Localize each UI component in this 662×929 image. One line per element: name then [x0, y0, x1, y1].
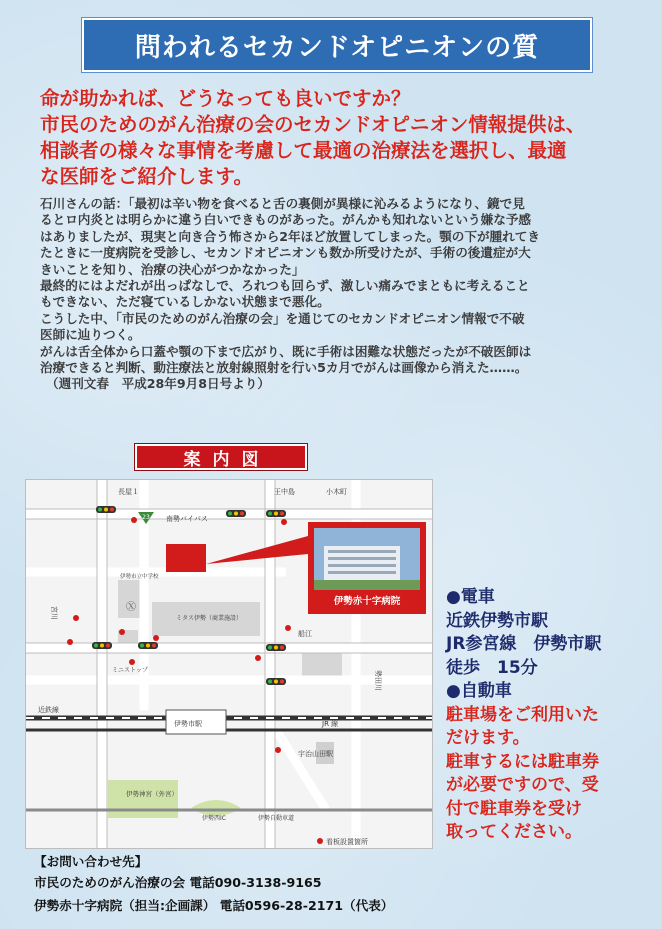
legend-marker-icon	[317, 838, 323, 844]
traffic-light-icon	[96, 506, 116, 513]
car-heading: ●自動車	[446, 681, 512, 701]
headline-line: な医師をご紹介します。	[40, 165, 253, 188]
hospital-name: 伊勢赤十字病院	[333, 596, 401, 607]
body-line: 石川さんの話：「最初は辛い物を食べると舌の裏側が異様に沁みるようになり、鏡で見	[40, 196, 525, 211]
park-area	[108, 780, 178, 818]
page-title-banner	[82, 18, 592, 72]
hospital-marker	[166, 544, 206, 572]
train-line: JR参宮線 伊勢市駅	[446, 634, 602, 654]
headline-line: 市民のためのがん治療の会のセカンドオピニオン情報提供は、	[40, 113, 586, 136]
map-label-geku: 伊勢神宮（外宮）	[126, 790, 178, 798]
map-label-expressway: 伊勢自動車道	[258, 815, 295, 822]
map-label-mall: ミタス伊勢（商業施設）	[176, 615, 243, 622]
map-label-kintetsu: 近鉄線	[38, 706, 59, 714]
body-line: はありましたが、現実と向き合う怖さから2年ほど放置してしまった。顎の下が腫れてき	[40, 228, 540, 244]
car-line: だけます。	[446, 728, 530, 748]
map-label-obata: 小木町	[326, 488, 347, 496]
access-map	[25, 479, 433, 849]
svg-text:23: 23	[142, 514, 150, 521]
body-line: もできない、ただ寝ているしかない状態まで悪化。	[40, 294, 330, 310]
body-line: （週刊文春 平成28年9月8日号より）	[46, 376, 270, 392]
contact-block	[34, 851, 654, 917]
page-title: 問われるセカンドオピニオンの質	[134, 32, 540, 63]
map-legend: 看板設置箇所	[326, 838, 368, 846]
railway	[26, 718, 432, 730]
map-label-ise-nishi-ic: 伊勢西IC	[202, 815, 226, 822]
car-line: 駐車場をご利用いた	[446, 704, 599, 725]
interchange-green	[191, 800, 241, 816]
map-label-nagaya: 長屋１	[118, 488, 139, 496]
map-label-ministop: ミニストップ	[112, 667, 148, 674]
hospital-lawn	[314, 580, 420, 590]
traffic-light-icon	[266, 510, 286, 517]
car-line: 取ってください。	[446, 822, 582, 842]
headline-line: 命が助かれば、どうなっても良いですか？	[40, 87, 411, 110]
contact-heading: 【お問い合わせ先】	[34, 854, 148, 869]
train-line: 近鉄伊勢市駅	[446, 610, 548, 631]
map-label-miyagawa: 宮川	[50, 606, 58, 620]
map-label-school: 伊勢市立中学校	[120, 574, 159, 580]
map-label-bypass: 南勢バイパス	[166, 515, 208, 523]
school-icon: Ⓧ	[126, 602, 136, 613]
body-line: 治療できると判断、動注療法と放射線照射を行い5カ月でがんは画像から消えた……。	[40, 360, 528, 376]
map-label-ise-station: 伊勢市駅	[174, 720, 202, 728]
train-heading: ●電車	[446, 587, 495, 607]
traffic-light-icon	[266, 644, 286, 651]
body-line: 医師に辿りつく。	[40, 327, 141, 343]
access-info	[446, 586, 656, 845]
traffic-light-icon	[226, 510, 246, 517]
map-label-ojinoko: 王中島	[274, 488, 295, 496]
body-line: きいことを知り、治療の決心がつかなかった」	[40, 261, 305, 277]
map-label-uji-yamada: 宇治山田駅	[298, 750, 333, 758]
body-line: るとロ内炎とは明らかに違う白いできものがあった。がんかも知れないという嫌な予感	[40, 212, 532, 228]
map-label-setagawa: 勢田川	[374, 670, 382, 691]
body-line: がんは舌全体から口蓋や顎の下まで広がり、既に手術は困難な状態だったが不破医師は	[40, 343, 532, 359]
train-line: 徒歩 15分	[446, 657, 538, 678]
car-line: 付で駐車券を受け	[446, 798, 582, 819]
map-svg	[26, 480, 432, 848]
body-line: 最終的にはよだれが出っぱなしで、ろれつも回らず、激しい痛みでまともに考えること	[40, 278, 530, 294]
traffic-light-icon	[92, 642, 112, 649]
map-label-jr: JR 線	[322, 720, 339, 728]
map-label-funae: 船江	[298, 630, 312, 638]
car-line: 駐車するには駐車券	[446, 751, 599, 772]
contact-line: 伊勢赤十字病院（担当:企画課） 電話0596-28-2171（代表）	[34, 897, 394, 913]
traffic-light-icon	[138, 642, 158, 649]
article-body	[40, 196, 640, 393]
headline-block	[40, 86, 650, 190]
car-line: が必要ですので、受	[446, 775, 599, 795]
headline-line: 相談者の様々な事情を考慮して最適の治療法を選択し、最適	[40, 139, 567, 162]
map-label	[135, 444, 307, 470]
map-label-text: 案内図	[183, 449, 271, 470]
callout-pointer	[206, 536, 308, 564]
contact-line: 市民のためのがん治療の会 電話090-3138-9165	[34, 874, 322, 890]
body-line: たときに一度病院を受診し、セカンドオピニオンも数か所受けたが、手術の後遺症が大	[40, 245, 531, 261]
body-line: こうした中、「市民のためのがん治療の会」を通じてのセカンドオピニオン情報で不破	[40, 310, 525, 326]
traffic-light-icon	[266, 678, 286, 685]
